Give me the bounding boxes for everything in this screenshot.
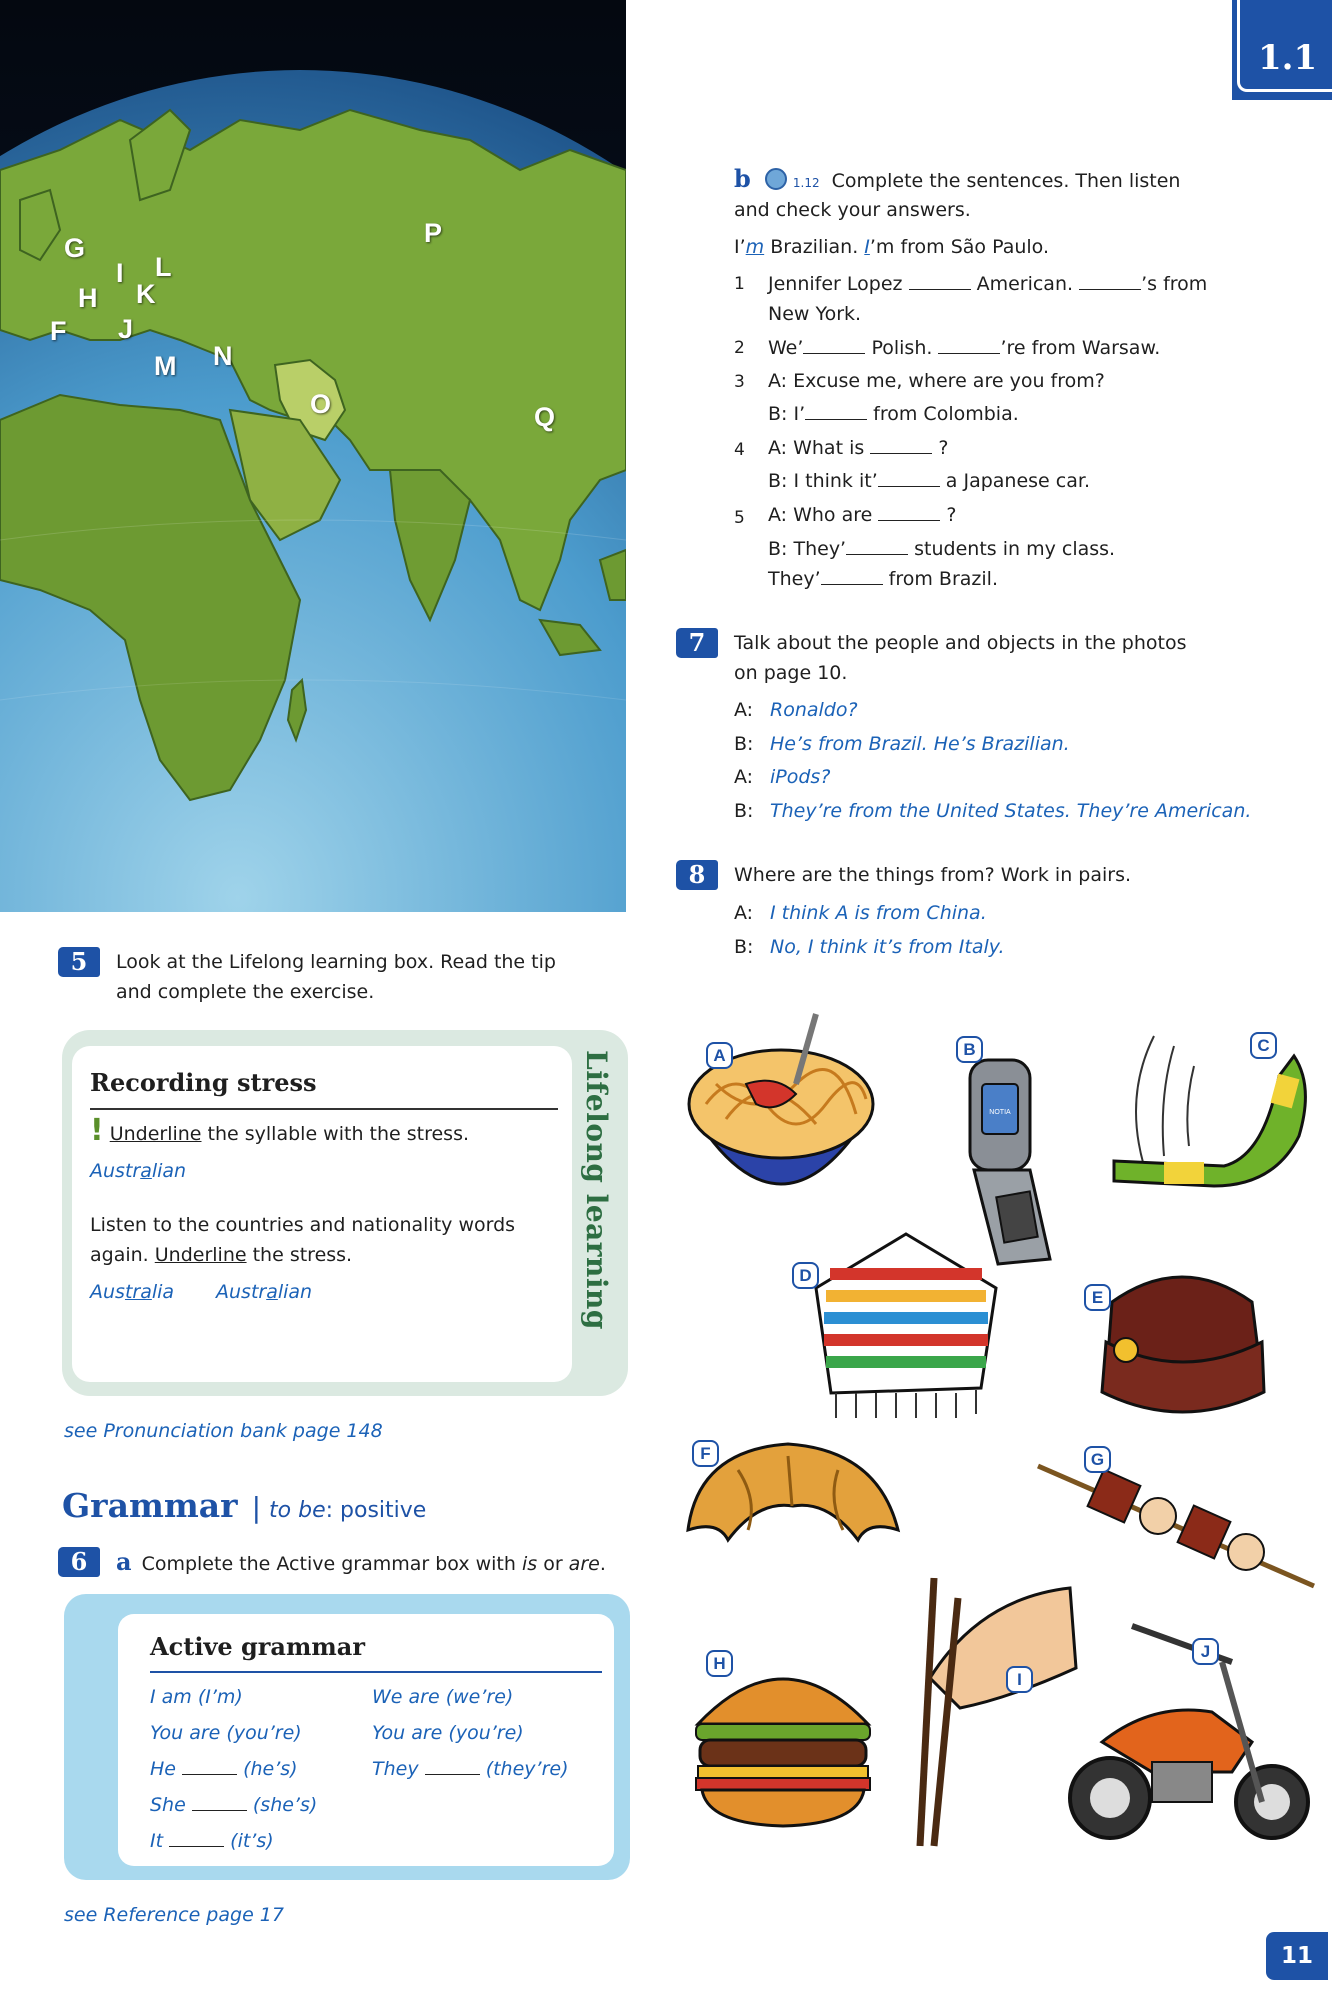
item-text: ’re from Warsaw. [1000,337,1161,359]
map-letter-o: O [310,389,332,419]
map-letter-p: P [424,218,443,248]
pronoun: It [150,1830,164,1852]
picture-label-e: E [1084,1284,1111,1311]
exercise-6-instruction [116,1547,606,1579]
lifelong-word-1 [90,1277,174,1307]
instruction-text: are [568,1553,600,1575]
item-text: American. [976,273,1074,295]
page-number: 11 [1266,1932,1328,1980]
world-map [0,0,626,912]
blank[interactable] [182,1757,237,1775]
tip-line [90,1113,470,1149]
example-text: Brazilian. [764,236,865,258]
contraction: (he’s) [243,1758,298,1780]
blank[interactable] [805,402,867,420]
title-rule [150,1671,602,1673]
pronunciation-bank-link[interactable]: see Pronunciation bank page 148 [64,1420,383,1442]
picture-label-d: D [792,1262,819,1289]
item-text: Polish. [871,337,933,359]
exercise-7-instruction-1: Talk about the people and objects in the photos [734,632,1187,654]
dialogue-line: No, I think it’s from Italy. [770,936,1005,958]
pronoun: They [372,1758,419,1780]
map-letter-f: F [50,316,67,346]
title-rule [90,1108,558,1110]
map-letter-l: L [155,252,172,282]
ag-right-row-3 [372,1754,568,1784]
example-answer-i: I [864,236,870,258]
blank[interactable] [878,503,940,521]
poncho-illustration [806,1228,1006,1424]
dialogue-line: They’re from the United States. They’re American. [770,800,1252,822]
example-word: lian [151,1160,187,1182]
picture-label-h: H [706,1650,733,1677]
map-letter-i: I [116,258,124,288]
section-tag [1232,0,1332,100]
blank[interactable] [803,336,865,354]
dialogue-line: I think A is from China. [770,902,987,924]
exercise-b-item-4b [768,466,1090,496]
instruction-text: or [537,1553,569,1575]
motorbike-illustration [1062,1622,1312,1848]
lifelong-learning-box [62,1030,628,1396]
item-text: Jennifer Lopez [768,273,903,295]
exercise-b-item-4a [768,433,948,463]
item-number: 3 [734,372,745,392]
para-text: Underline [154,1244,247,1266]
blank[interactable] [1079,272,1141,290]
blank[interactable] [169,1829,224,1847]
item-text: A: What is [768,437,865,459]
item-text: A: Who are [768,504,873,526]
item-text: B: They’ [768,538,847,560]
tip-text: Underline [109,1123,202,1145]
blank[interactable] [192,1793,247,1811]
cd-icon [765,168,787,190]
stressed-syllable: tra [124,1281,152,1303]
side-label-text: Lifelong learning [580,1050,613,1330]
pronoun: She [150,1794,186,1816]
word: Austr [216,1281,267,1303]
item-text: B: I think it’ [768,470,878,492]
lifelong-word-2 [216,1277,312,1307]
grammar-separator: | [251,1491,262,1524]
ag-right-row-2: You are (you’re) [372,1722,524,1744]
map-letter-j: J [118,314,134,344]
active-grammar-box [64,1594,630,1880]
stressed-syllable: a [266,1281,278,1303]
item-text: from Brazil. [888,568,998,590]
map-letter-k: K [136,279,156,309]
speaker: A: [734,766,754,788]
example-answer-m: m [745,236,765,258]
exercise-5-number: 5 [58,947,100,977]
instruction-text: . [599,1553,606,1575]
tip-example [90,1156,186,1186]
item-text: We’ [768,337,804,359]
tip-exclamation-icon: ! [90,1113,104,1148]
exercise-b-item-1-cont: New York. [768,303,862,325]
exercise-b-example [734,232,1049,262]
item-number: 5 [734,508,745,528]
exercise-b-item-3a: A: Excuse me, where are you from? [768,370,1105,392]
instruction-text: is [521,1553,538,1575]
map-letter-g: G [64,233,86,263]
blank[interactable] [870,436,932,454]
item-text: B: I’ [768,403,806,425]
dialogue-line: Ronaldo? [770,699,858,721]
ag-left-row-2: You are (you’re) [150,1722,302,1744]
item-text: from Colombia. [873,403,1019,425]
boomerang-illustration [1104,1016,1324,1196]
spaghetti-illustration [676,1004,886,1214]
map-letter-m: M [154,351,177,381]
map-letter-n: N [213,341,233,371]
stressed-syllable: a [140,1160,152,1182]
dialogue-line: He’s from Brazil. He’s Brazilian. [770,733,1070,755]
blank[interactable] [909,272,971,290]
burger-illustration [688,1654,878,1832]
exercise-b-instruction-2: and check your answers. [734,199,971,221]
exercise-b-item-2 [768,333,1160,363]
ag-right-row-1: We are (we’re) [372,1686,514,1708]
exercise-b-item-5b [768,534,1115,564]
picture-label-g: G [1084,1446,1111,1473]
word: Aus [90,1281,125,1303]
fur-hat-illustration [1092,1262,1276,1426]
item-number: 2 [734,338,745,358]
lifelong-side-label [578,1050,622,1380]
example-text: I’ [734,236,746,258]
exercise-6-number: 6 [58,1547,100,1577]
ag-left-row-5 [150,1826,274,1856]
exercise-6-letter: a [116,1547,132,1576]
lifelong-content [72,1046,572,1382]
picture-label-a: A [706,1042,733,1069]
exercise-b-heading [734,164,1180,198]
speaker: B: [734,936,754,958]
item-text: ? [946,504,957,526]
item-number: 1 [734,274,745,294]
word: lian [277,1281,313,1303]
picture-label-c: C [1250,1032,1277,1059]
blank[interactable] [938,336,1000,354]
active-grammar-title: Active grammar [150,1632,365,1661]
blank[interactable] [846,537,908,555]
exercise-b-letter: b [734,164,751,193]
exercise-b-instruction-1: Complete the sentences. Then listen [831,170,1181,192]
ag-left-row-1: I am (I’m) [150,1686,243,1708]
grammar-heading [62,1486,426,1531]
ag-left-row-3 [150,1754,298,1784]
grammar-title: Grammar [62,1486,238,1525]
blank[interactable] [878,469,940,487]
contraction: (she’s) [252,1794,318,1816]
item-text: They’ [768,568,821,590]
tip-text: the syllable with the stress. [201,1123,470,1145]
exercise-b-item-5c [768,564,998,594]
example-word: Austr [90,1160,141,1182]
map-letter-h: H [78,283,98,313]
item-text: ’s from [1141,273,1208,295]
exercise-8-instruction: Where are the things from? Work in pairs. [734,864,1132,886]
grammar-subtitle: to be [269,1498,326,1523]
exercise-b-item-1 [768,269,1207,299]
item-text: a Japanese car. [945,470,1090,492]
item-text: ? [938,437,949,459]
picture-label-i: I [1006,1666,1033,1693]
speaker: B: [734,733,754,755]
section-number: 1.1 [1258,38,1318,78]
exercise-5-instruction-2: and complete the exercise. [116,981,375,1003]
map-letter-q: Q [534,402,556,432]
pronoun: He [150,1758,176,1780]
picture-label-f: F [692,1440,719,1467]
item-number: 4 [734,440,745,460]
contraction: (it’s) [230,1830,274,1852]
lifelong-para-2 [90,1240,352,1270]
instruction-text: Complete the Active grammar box with [141,1553,522,1575]
phone-brand: NOTIA [989,1109,1011,1116]
exercise-7-instruction-2: on page 10. [734,662,848,684]
blank[interactable] [425,1757,480,1775]
dialogue-line: iPods? [770,766,831,788]
word: lia [151,1281,175,1303]
picture-label-b: B [956,1036,983,1063]
para-text: the stress. [246,1244,353,1266]
example-text: ’m from São Paulo. [869,236,1049,258]
exercise-7-number: 7 [676,628,718,658]
lifelong-para-1: Listen to the countries and nationality words [90,1214,516,1236]
grammar-subtitle: : positive [325,1498,427,1523]
track-number: 1.12 [792,176,820,190]
chopsticks-illustration [890,1558,1080,1848]
picture-label-j: J [1192,1638,1219,1665]
speaker: A: [734,699,754,721]
speaker: A: [734,902,754,924]
reference-link[interactable]: see Reference page 17 [64,1904,284,1926]
exercise-b-item-5a [768,500,957,530]
contraction: (they’re) [485,1758,569,1780]
item-text: students in my class. [914,538,1116,560]
para-text: again. [90,1244,155,1266]
ag-left-row-4 [150,1790,317,1820]
active-grammar-content [118,1614,614,1866]
exercise-8-number: 8 [676,860,718,890]
speaker: B: [734,800,754,822]
blank[interactable] [821,567,883,585]
exercise-5-instruction-1: Look at the Lifelong learning box. Read the tip [116,951,556,973]
exercise-b-item-3b [768,399,1019,429]
lifelong-title: Recording stress [90,1068,317,1097]
